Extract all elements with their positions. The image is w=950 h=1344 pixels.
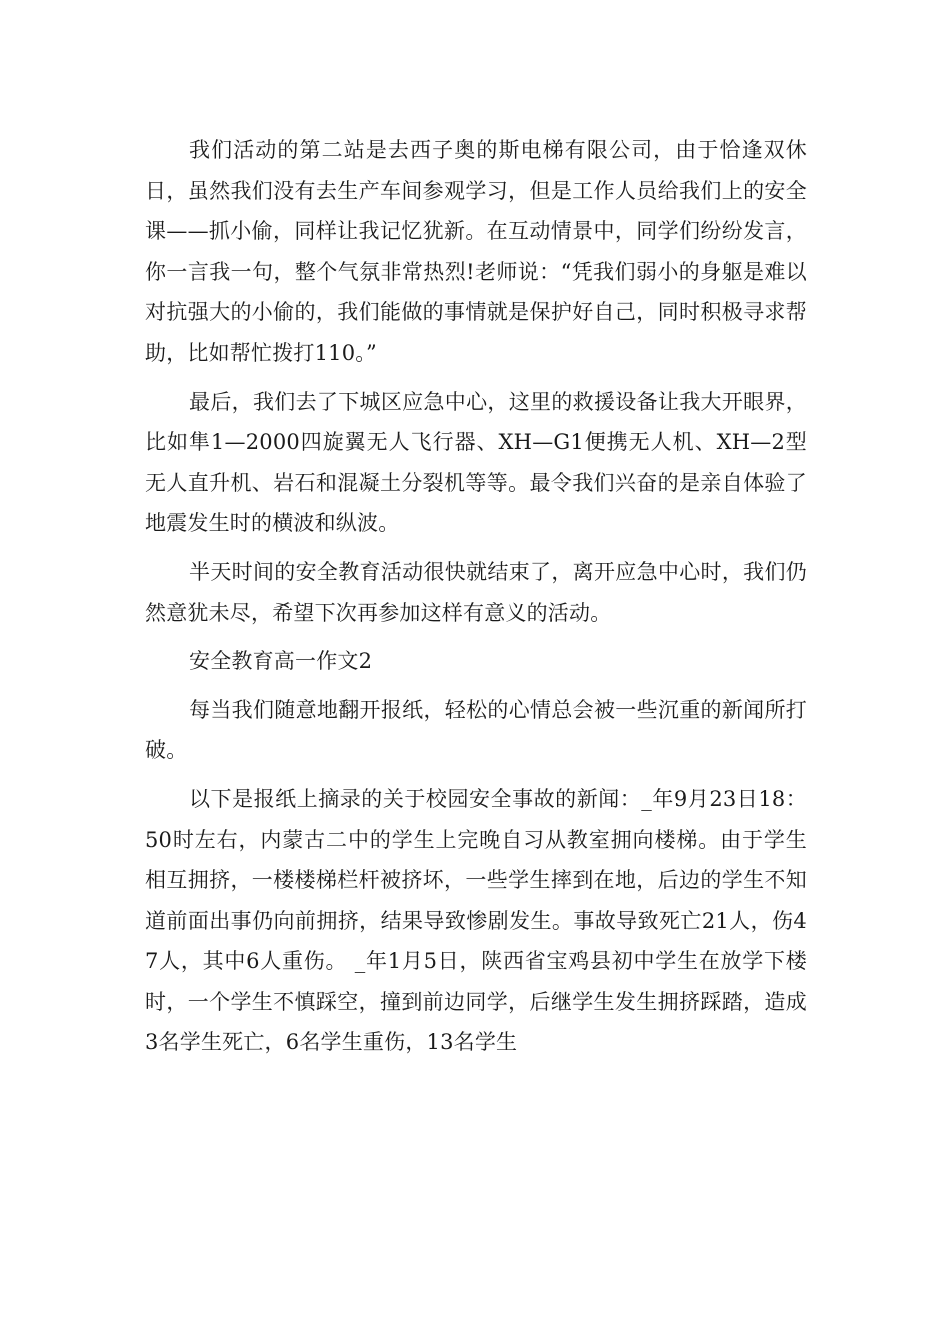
paragraph-news-excerpt: 以下是报纸上摘录的关于校园安全事故的新闻：_年9月23日18：50时左右，内蒙古二中的学生上完晚自习从教室拥向楼梯。由于学生相互拥挤，一楼楼梯栏杆被挤坏，一些学生摔到在地，后边的学生不知道前面出事仍向前拥挤，结果导致惨剧发生。事故导致死亡21人，伤47人，其中6人重伤。 _年1月5日，陕西省宝鸡县初中学生在放学下楼时，一个学生不慎踩空，撞到前边同学，后继学生发生拥挤踩踏，造成3名学生死亡，6名学生重伤，13名学生	[145, 786, 807, 1055]
paragraph-second-stop: 我们活动的第二站是去西子奥的斯电梯有限公司，由于恰逢双休日，虽然我们没有去生产车间参观学习，但是工作人员给我们上的安全课——抓小偷，同样让我记忆犹新。在互动情景中，同学们纷纷发言，你一言我一句，整个气氛非常热烈!老师说：“凭我们弱小的身躯是难以对抗强大的小偷的，我们能做的事情就是保护好自己，同时积极寻求帮助，比如帮忙拨打110。”	[145, 138, 807, 365]
essay-heading: 安全教育高一作文2	[189, 649, 373, 674]
paragraph-emergency-center: 最后，我们去了下城区应急中心，这里的救援设备让我大开眼界，比如隼1—2000四旋翼无人飞行器、XH—G1便携无人机、XH—2型无人直升机、岩石和混凝土分裂机等等。最令我们兴奋的是亲自体验了地震发生时的横波和纵波。	[145, 389, 807, 536]
document-body	[145, 130, 807, 1071]
paragraph-newspaper-intro: 每当我们随意地翻开报纸，轻松的心情总会被一些沉重的新闻所打破。	[145, 697, 807, 763]
paragraph-conclusion: 半天时间的安全教育活动很快就结束了，离开应急中心时，我们仍然意犹未尽，希望下次再参加这样有意义的活动。	[145, 559, 807, 625]
